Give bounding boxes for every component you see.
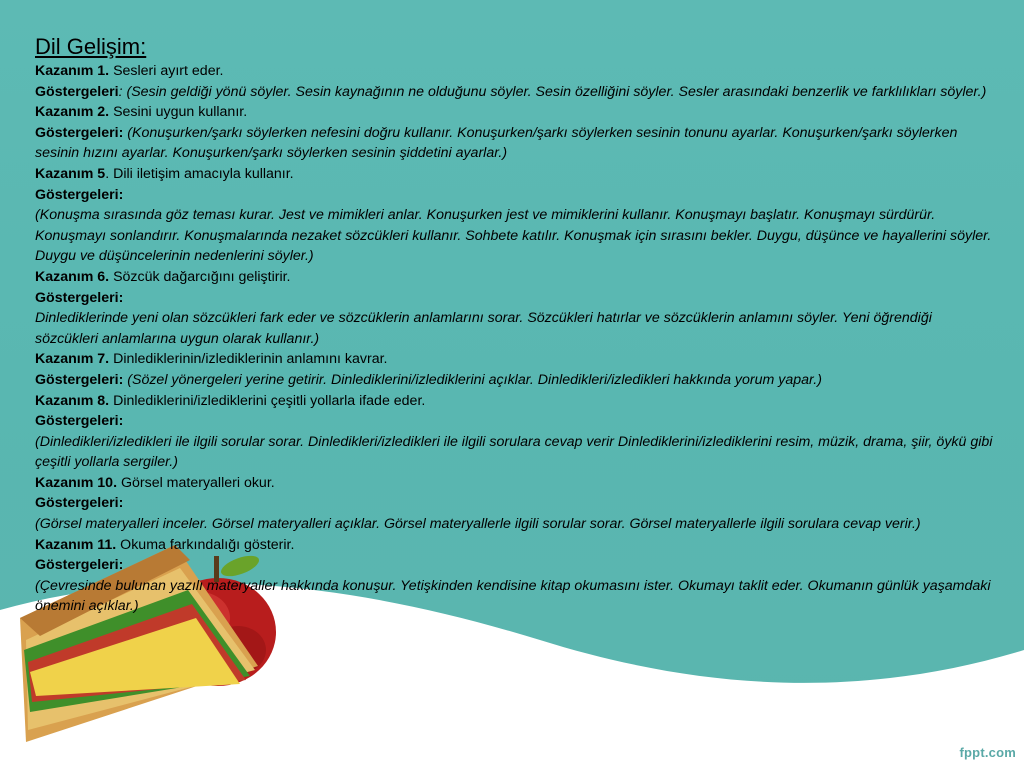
- goal-label: Göstergeleri:: [35, 289, 124, 306]
- goal-row: [35, 493, 995, 514]
- goal-label: Kazanım 10.: [35, 474, 118, 491]
- goal-text: (Dinledikleri/izledikleri ile ilgili sorular sorar. Dinledikleri/izledikleri ile ilgili sorulara cevap verir Dinlediklerini/izlediklerini resim, müzik, drama, şiir, öykü gibi çeşitli yollarla sergiler.): [35, 433, 993, 471]
- goal-row: [35, 267, 995, 288]
- goal-label: Kazanım 8.: [35, 392, 110, 409]
- goal-text: (Konuşma sırasında göz teması kurar. Jest ve mimikleri anlar. Konuşurken jest ve mimiklerini kullanır. Konuşmayı başlatır. Konuşmayı sürdürür. Konuşmayı sonlandırır. Konuşmalarında nezaket sözcükleri kullanır. Sohbete katılır. Konuşmak için sırasını bekler. Duygu, düşünce ve hayallerini söyler. Duygu ve düşüncelerinin nedenlerini söyler.): [35, 207, 992, 265]
- goal-label: Kazanım 6.: [35, 268, 110, 285]
- goal-label: Göstergeleri:: [35, 124, 124, 141]
- goal-label: Göstergeleri: [35, 83, 119, 100]
- goal-text: Görsel materyalleri okur.: [117, 474, 275, 491]
- slide-content: [35, 33, 995, 617]
- goal-row: [35, 205, 995, 267]
- goals-list: [35, 61, 995, 617]
- goal-text: (Çevresinde bulunan yazılı materyaller hakkında konuşur. Yetişkinden kendisine kitap okumasını ister. Okumayı taklit eder. Okumanın günlük yaşamdaki önemini açıklar.): [35, 577, 991, 615]
- goal-text: Okuma farkındalığı gösterir.: [116, 536, 295, 553]
- goal-row: [35, 370, 995, 391]
- goal-row: [35, 391, 995, 412]
- goal-text: Sesini uygun kullanır.: [109, 104, 248, 121]
- goal-row: [35, 349, 995, 370]
- goal-row: [35, 123, 995, 164]
- goal-row: [35, 432, 995, 473]
- goal-text: Dinlediklerinde yeni olan sözcükleri fark eder ve sözcüklerin anlamlarını sorar. Sözcükleri hatırlar ve sözcüklerin anlamını söyler. Yeni öğrendiği sözcükleri anlamlarına uygun olarak kullanır.): [35, 310, 932, 347]
- goal-row: [35, 535, 995, 556]
- goal-label: Göstergeleri:: [35, 413, 124, 430]
- goal-text: (Sözel yönergeleri yerine getirir. Dinlediklerini/izlediklerini açıklar. Dinledikleri/izledikleri hakkında yorum yapar.): [123, 371, 822, 388]
- goal-row: [35, 411, 995, 432]
- goal-row: [35, 288, 995, 309]
- goal-row: [35, 514, 995, 535]
- goal-row: [35, 61, 995, 82]
- goal-row: [35, 473, 995, 494]
- goal-text: Sesleri ayırt eder.: [109, 63, 224, 79]
- goal-row: [35, 82, 995, 103]
- goal-text: (Görsel materyalleri inceler. Görsel materyalleri açıklar. Görsel materyallerle ilgili sorular sorar. Görsel materyallerle ilgili sorulara cevap verir.): [35, 516, 921, 533]
- goal-row: [35, 576, 995, 617]
- goal-text: : (Sesin geldiği yönü söyler. Sesin kaynağının ne olduğunu söyler. Sesin özelliğini söyler. Sesler arasındaki benzerlik ve farklılıkları söyler.): [118, 83, 987, 100]
- goal-label: Kazanım 5: [35, 165, 106, 182]
- goal-text: Dinlediklerinin/izlediklerinin anlamını kavrar.: [109, 351, 388, 368]
- goal-label: Göstergeleri:: [35, 186, 124, 203]
- goal-text: Sözcük dağarcığını geliştirir.: [109, 268, 291, 285]
- goal-label: Kazanım 7.: [35, 351, 110, 368]
- goal-row: [35, 185, 995, 206]
- goal-label: Göstergeleri:: [35, 495, 124, 512]
- goal-label: Göstergeleri:: [35, 371, 124, 388]
- goal-label: Kazanım 11.: [35, 536, 117, 553]
- goal-text: Dinlediklerini/izlediklerini çeşitli yollarla ifade eder.: [109, 392, 426, 409]
- goal-label: Kazanım 1.: [35, 63, 110, 79]
- slide-title: Dil Gelişim:: [35, 34, 147, 59]
- goal-row: [35, 102, 995, 123]
- fppt-logo: fppt.com: [959, 745, 1016, 760]
- goal-row: [35, 308, 995, 349]
- goal-row: [35, 164, 995, 185]
- goal-label: Göstergeleri:: [35, 557, 124, 574]
- goal-text: . Dili iletişim amacıyla kullanır.: [105, 165, 294, 182]
- goal-row: [35, 555, 995, 576]
- goal-label: Kazanım 2.: [35, 104, 110, 121]
- goal-text: (Konuşurken/şarkı söylerken nefesini doğru kullanır. Konuşurken/şarkı söylerken sesinin tonunu ayarlar. Konuşurken/şarkı söylerken sesinin hızını ayarlar. Konuşurken/şarkı söylerken sesinin şiddetini ayarlar.): [35, 124, 958, 162]
